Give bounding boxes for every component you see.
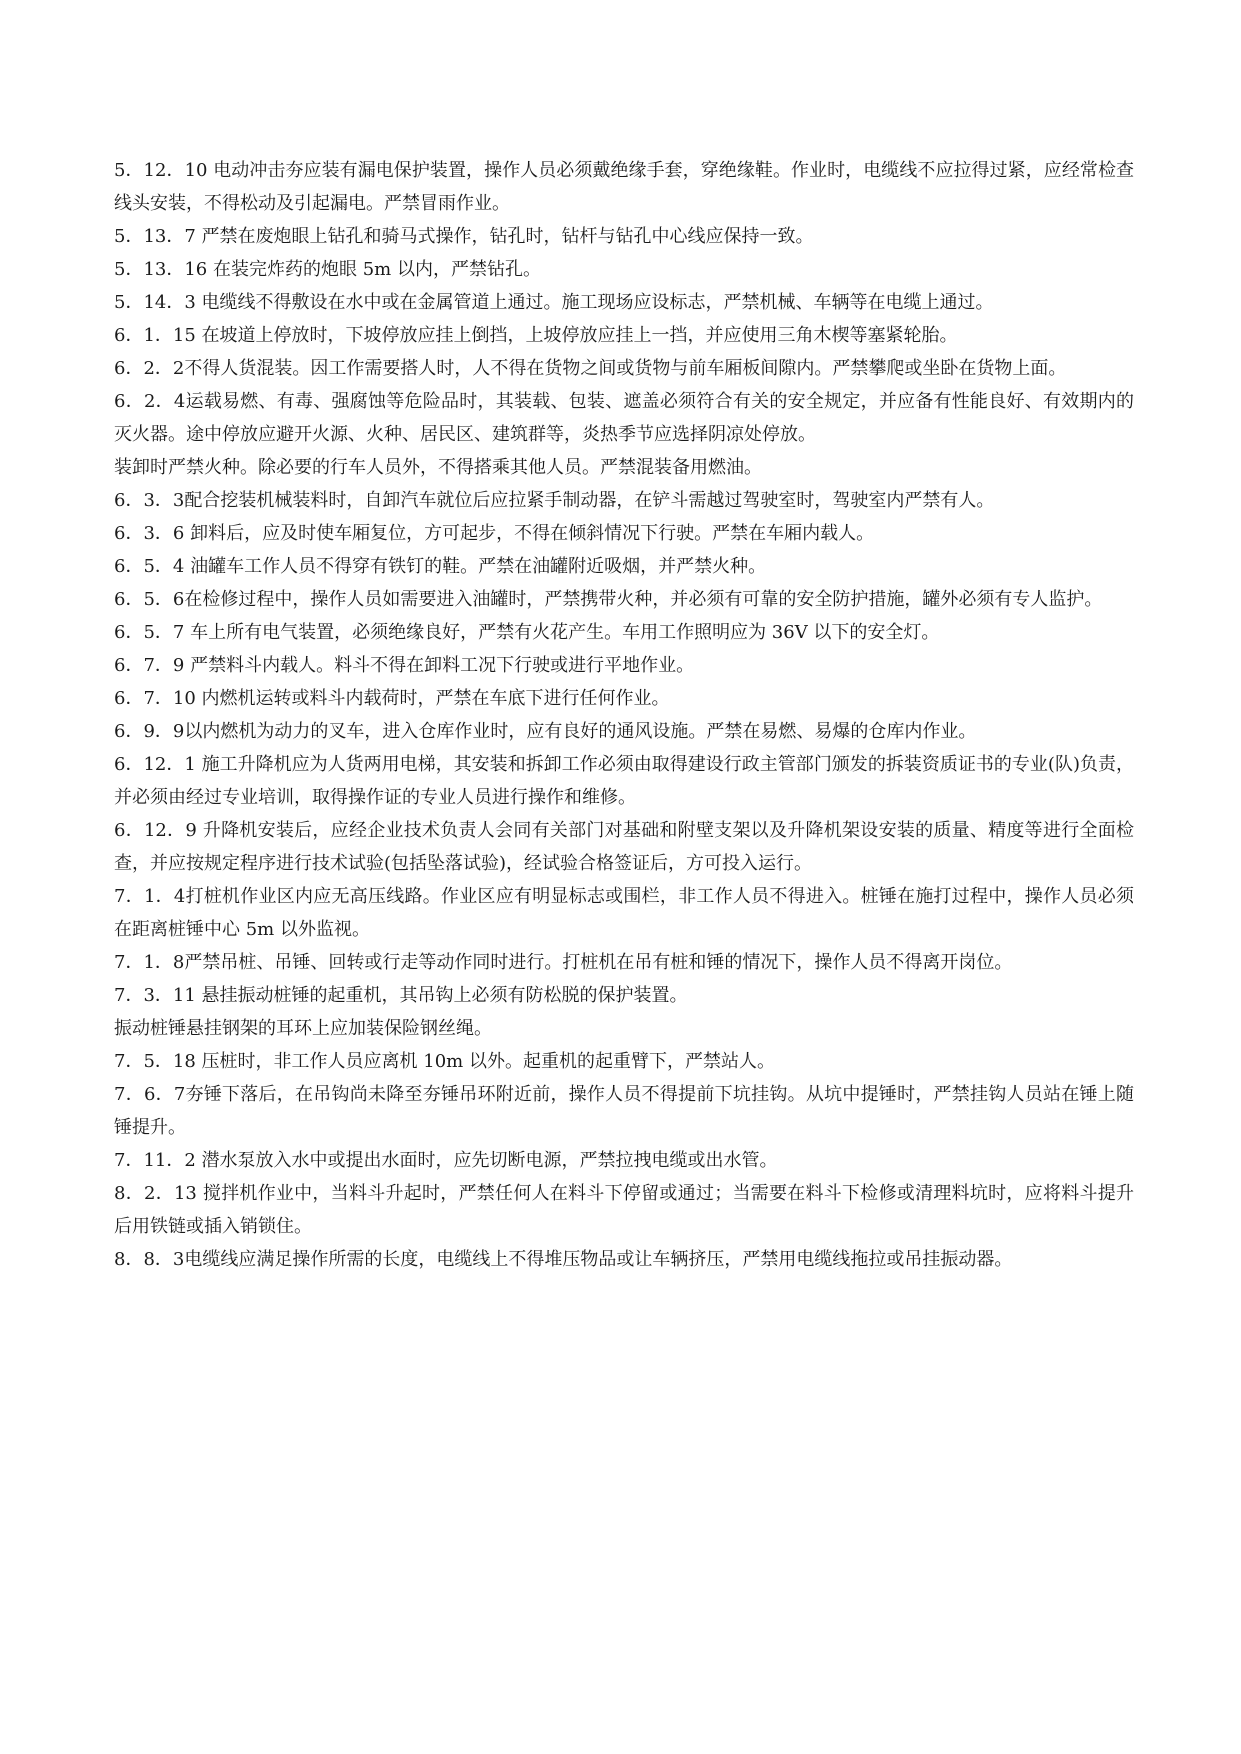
paragraph: 7．1．4打桩机作业区内应无高压线路。作业区应有明显标志或围栏，非工作人员不得进入。桩锤在施打过程中，操作人员必须在距离桩锤中心 5m 以外监视。: [114, 886, 1134, 940]
paragraph: 5．13．7 严禁在废炮眼上钻孔和骑马式操作，钻孔时，钻杆与钻孔中心线应保持一致。: [114, 226, 814, 247]
paragraph: 6．1．15 在坡道上停放时，下坡停放应挂上倒挡，上坡停放应挂上一挡，并应使用三角木楔等塞紧轮胎。: [114, 325, 958, 346]
paragraph: 6．2．2不得人货混装。因工作需要搭人时，人不得在货物之间或货物与前车厢板间隙内。严禁攀爬或坐卧在货物上面。: [114, 358, 1067, 379]
paragraph: 振动桩锤悬挂钢架的耳环上应加装保险钢丝绳。: [114, 1018, 492, 1039]
paragraph: 6．5．7 车上所有电气装置，必须绝缘良好，严禁有火花产生。车用工作照明应为 36V 以下的安全灯。: [114, 622, 940, 643]
paragraph: 5．13．16 在装完炸药的炮眼 5m 以内，严禁钻孔。: [114, 259, 541, 280]
paragraph: 7．3．11 悬挂振动桩锤的起重机，其吊钩上必须有防松脱的保护装置。: [114, 985, 688, 1006]
paragraph: 6．9．9以内燃机为动力的叉车，进入仓库作业时，应有良好的通风设施。严禁在易燃、易爆的仓库内作业。: [114, 721, 977, 742]
paragraph: 5．12．10 电动冲击夯应装有漏电保护装置，操作人员必须戴绝缘手套，穿绝缘鞋。作业时，电缆线不应拉得过紧，应经常检查线头安装，不得松动及引起漏电。严禁冒雨作业。: [114, 160, 1134, 214]
paragraph: 6．3．3配合挖装机械装料时，自卸汽车就位后应拉紧手制动器，在铲斗需越过驾驶室时，驾驶室内严禁有人。: [114, 490, 995, 511]
paragraph: 7．5．18 压桩时，非工作人员应离机 10m 以外。起重机的起重臂下，严禁站人。: [114, 1051, 775, 1072]
paragraph: 7．6．7夯锤下落后，在吊钩尚未降至夯锤吊环附近前，操作人员不得提前下坑挂钩。从坑中提锤时，严禁挂钩人员站在锤上随锤提升。: [114, 1084, 1134, 1138]
paragraph: 7．1．8严禁吊桩、吊锤、回转或行走等动作同时进行。打桩机在吊有桩和锤的情况下，操作人员不得离开岗位。: [114, 952, 1013, 973]
paragraph: 6．5．6在检修过程中，操作人员如需要进入油罐时，严禁携带火种，并必须有可靠的安全防护措施，罐外必须有专人监护。: [114, 589, 1103, 610]
paragraph: 6．12．1 施工升降机应为人货两用电梯，其安装和拆卸工作必须由取得建设行政主管部门颁发的拆装资质证书的专业(队)负责，并必须由经过专业培训，取得操作证的专业人员进行操作和维修。: [114, 754, 1134, 808]
paragraph: 6．7．10 内燃机运转或料斗内载荷时，严禁在车底下进行任何作业。: [114, 688, 670, 709]
paragraph: 6．12．9 升降机安装后，应经企业技术负责人会同有关部门对基础和附壁支架以及升降机架设安装的质量、精度等进行全面检查，并应按规定程序进行技术试验(包括坠落试验)，经试验合格签证后，方可投入运行。: [114, 820, 1134, 874]
paragraph: 6．5．4 油罐车工作人员不得穿有铁钉的鞋。严禁在油罐附近吸烟，并严禁火种。: [114, 556, 767, 577]
paragraph: 8．8．3电缆线应满足操作所需的长度，电缆线上不得堆压物品或让车辆挤压，严禁用电缆线拖拉或吊挂振动器。: [114, 1249, 1013, 1270]
paragraph: 7．11．2 潜水泵放入水中或提出水面时，应先切断电源，严禁拉拽电缆或出水管。: [114, 1150, 778, 1171]
paragraph: 6．3．6 卸料后，应及时使车厢复位，方可起步，不得在倾斜情况下行驶。严禁在车厢内载人。: [114, 523, 875, 544]
paragraph: 6．2．4运载易燃、有毒、强腐蚀等危险品时，其装载、包装、遮盖必须符合有关的安全规定，并应备有性能良好、有效期内的灭火器。途中停放应避开火源、火种、居民区、建筑群等，炎热季节应选择阴凉处停放。: [114, 391, 1134, 445]
paragraph: 6．7．9 严禁料斗内载人。料斗不得在卸料工况下行驶或进行平地作业。: [114, 655, 695, 676]
paragraph: 装卸时严禁火种。除必要的行车人员外，不得搭乘其他人员。严禁混装备用燃油。: [114, 457, 762, 478]
document-body: [114, 154, 1134, 1276]
paragraph: 5．14．3 电缆线不得敷设在水中或在金属管道上通过。施工现场应设标志，严禁机械、车辆等在电缆上通过。: [114, 292, 994, 313]
paragraph: 8．2．13 搅拌机作业中，当料斗升起时，严禁任何人在料斗下停留或通过；当需要在料斗下检修或清理料坑时，应将料斗提升后用铁链或插入销锁住。: [114, 1183, 1134, 1237]
